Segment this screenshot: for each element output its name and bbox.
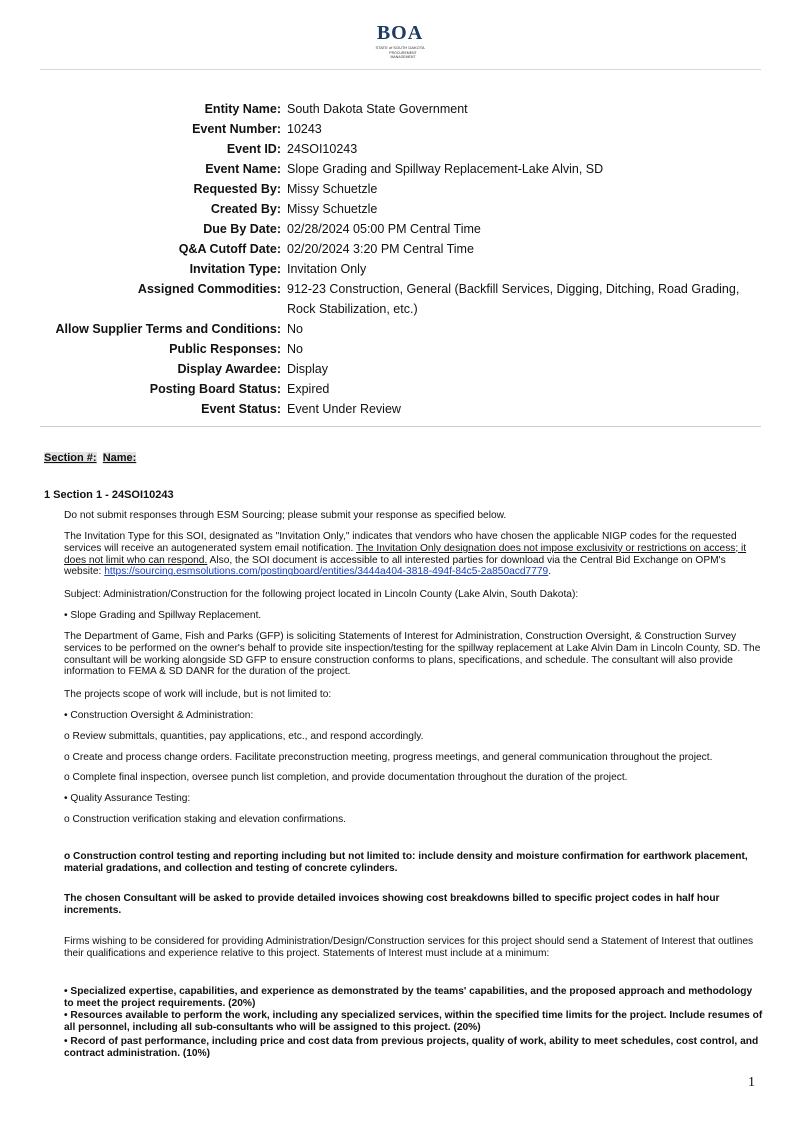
page-header [0,0,800,70]
summary-value: 02/20/2024 3:20 PM Central Time [287,242,474,256]
invitation-text-end: . [548,566,552,578]
invitation-text-cont: Also, the SOI document is accessible to all interested parties for download via the Central Bid Exchange on OPM's website: [64,554,726,578]
posting-board-link[interactable]: https://sourcing.esmsolutions.com/postingboard/entities/3444a404-3818-494f-84c5-2a850acd7779 [104,566,549,578]
bullet-qa-testing: • Quality Assurance Testing: [64,793,191,804]
summary-row [40,99,761,119]
summary-value: Display [287,362,328,376]
summary-value: 912-23 Construction, General (Backfill Services, Digging, Ditching, Road Grading, Rock Stabilization, etc.) [287,282,740,316]
summary-row [40,359,761,379]
summary-row [40,119,761,139]
logo-title: BOA [376,22,424,44]
bullet-oversight: • Construction Oversight & Administration: [64,710,254,721]
summary-value: No [287,342,303,356]
criteria-past-performance: • Record of past performance, including price and cost data from previous projects, quality of work, ability to meet schedules, cost control, and contract administration. (10%) [64,1036,759,1059]
summary-label: Invitation Type: [189,262,281,276]
summary-value: No [287,322,303,336]
sub-bullet-final-inspection: o Complete final inspection, oversee punch list completion, and provide documentation throughout the duration of the project. [64,772,628,783]
summary-label: Entity Name: [204,102,281,116]
summary-label: Display Awardee: [177,362,281,376]
summary-label: Event Status: [201,402,281,416]
summary-value: 02/28/2024 05:00 PM Central Time [287,222,481,236]
summary-divider [40,426,761,427]
summary-row [40,279,761,319]
criteria-resources: • Resources available to perform the work, including any specialized services, within the specified time limits for the project. Include resumes of all personnel, including all sub-consultants who will be assigned to this project. (20%) [64,1010,763,1033]
summary-value: Missy Schuetzle [287,202,378,216]
logo-state-text: STATE of SOUTH DAKOTA [375,45,425,50]
summary-label: Assigned Commodities: [137,282,281,296]
summary-row [40,399,761,419]
summary-row [40,239,761,259]
summary-value: South Dakota State Government [287,102,468,116]
event-summary [40,99,761,419]
summary-row [40,199,761,219]
summary-label: Event Name: [205,162,281,176]
logo-dept-text: PROCUREMENT MANAGEMENT [389,51,417,59]
summary-value: Invitation Only [287,262,367,276]
section-name-header: Name: [102,452,137,464]
header-divider [40,69,761,70]
paragraph-invitation-type [64,531,764,578]
summary-row [40,139,761,159]
summary-row [40,219,761,239]
summary-label: Posting Board Status: [149,382,281,396]
paragraph-gfp: The Department of Game, Fish and Parks (GFP) is soliciting Statements of Interest for Administration, Construction Oversight, & Construction Survey services to be performed on the owner's behalf to provide site inspection/testing for the spillway replacement at Lake Alvin Dam in Lincoln County, SD. The consultant will be working alongside SD GFP to ensure construction conforms to plans, specifications, and schedule. The consultant will also provide information to FEMA & SD DANR for the duration of the project. [64,631,761,678]
summary-label: Event Number: [192,122,281,136]
sub-bullet-staking: o Construction verification staking and elevation confirmations. [64,814,347,825]
paragraph-subject: Subject: Administration/Construction for the following project located in Lincoln County (Lake Alvin, South Dakota): [64,589,579,600]
paragraph-control-testing: o Construction control testing and reporting including but not limited to: include density and moisture confirmation for earthwork placement, material gradations, and collection and testing of concrete cylinders. [64,851,748,874]
paragraph-scope: The projects scope of work will include, but is not limited to: [64,689,332,700]
summary-label: Allow Supplier Terms and Conditions: [55,322,281,336]
summary-value: Event Under Review [287,402,401,416]
paragraph-no-esm: Do not submit responses through ESM Sourcing; please submit your response as specified below. [64,510,507,521]
section-title: 1 Section 1 - 24SOI10243 [44,489,174,501]
summary-label: Created By: [210,202,281,216]
summary-label: Due By Date: [203,222,281,236]
summary-value: Expired [287,382,330,396]
bullet-project: • Slope Grading and Spillway Replacement. [64,610,262,621]
invitation-text: The Invitation Type for this SOI, designated as "Invitation Only," indicates that vendors who have chosen the applicable NIGP codes for the requested services will receive an autogenerated system email notification. [64,531,737,554]
page-number: 1 [748,1075,755,1090]
summary-value: Slope Grading and Spillway Replacement-Lake Alvin, SD [287,162,604,176]
summary-row [40,379,761,399]
summary-row [40,159,761,179]
summary-label: Q&A Cutoff Date: [178,242,281,256]
summary-value: 10243 [287,122,322,136]
invitation-underlined-text: The Invitation Only designation does not impose exclusivity or restrictions on access; it does not limit who can respond. [64,542,747,566]
summary-row [40,319,761,339]
summary-row [40,179,761,199]
summary-row [40,259,761,279]
summary-label: Requested By: [193,182,281,196]
sub-bullet-review: o Review submittals, quantities, pay applications, etc., and respond accordingly. [64,731,424,742]
summary-value: 24SOI10243 [287,142,358,156]
sub-bullet-change-orders: o Create and process change orders. Facilitate preconstruction meeting, progress meetings, and general communication throughout the project. [64,752,713,763]
section-number-header: Section #: [44,452,97,464]
summary-label: Event ID: [226,142,281,156]
summary-label: Public Responses: [169,342,281,356]
summary-value: Missy Schuetzle [287,182,378,196]
paragraph-firms: Firms wishing to be considered for providing Administration/Design/Construction services for this project should send a Statement of Interest that outlines their qualifications and experience relative to this project. Statements of Interest must include at a minimum: [64,936,754,959]
summary-row [40,339,761,359]
boa-logo [372,22,428,64]
section-table-header [44,452,136,464]
paragraph-invoices: The chosen Consultant will be asked to provide detailed invoices showing cost breakdowns billed to specific project codes in half hour increments. [64,893,720,916]
criteria-expertise: • Specialized expertise, capabilities, and experience as demonstrated by the teams' capabilities, and the proposed approach and methodology to meet the project requirements. (20%) [64,986,753,1009]
